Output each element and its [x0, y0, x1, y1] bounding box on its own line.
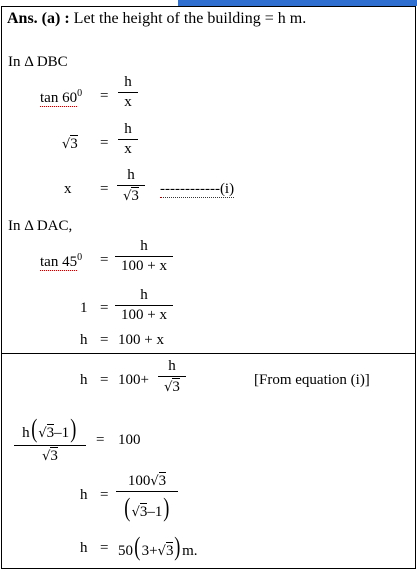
sqrt3-equals: =	[100, 135, 109, 151]
one-equals: =	[100, 300, 109, 316]
h-lhs-1: h	[80, 332, 88, 348]
tan60-lhs: $\tan 60^0$	[40, 88, 83, 106]
rhs-100: 100	[118, 432, 141, 448]
triangle-dac-label: In Δ DAC,	[8, 218, 73, 234]
equation-ref-i: ------------(i)	[160, 181, 235, 197]
h-equals-2: =	[100, 372, 109, 388]
equals-3: =	[96, 432, 105, 448]
tan45-equals: =	[100, 252, 109, 268]
sqrt3-lhs: √3	[62, 136, 78, 152]
from-equation-note: [From equation (i)]	[254, 372, 370, 388]
fraction-h-over-x-2: h x	[118, 121, 138, 158]
h-lhs-5: h	[80, 540, 88, 556]
h-equals-4: =	[100, 487, 109, 503]
fraction-h-over-sqrt3-1: h √3	[117, 167, 145, 205]
fraction-h-over-100x-1: h 100 + x	[115, 238, 173, 275]
h-rhs-1: 100 + x	[118, 332, 164, 348]
x-equals: =	[100, 181, 109, 197]
x-lhs: x	[64, 181, 72, 197]
tan60-equals: =	[100, 88, 109, 104]
fraction-h-over-100x-2: h 100 + x	[115, 287, 173, 324]
answer-intro: Let the height of the building = h m.	[73, 10, 307, 27]
h-lhs-2: h	[80, 372, 88, 388]
one-lhs: 1	[80, 300, 88, 316]
tan45-lhs: $\tan 45^0$	[40, 252, 83, 270]
fraction-100sqrt3-over-sqrt3-minus1: 100√3 (√3–1)	[116, 472, 178, 523]
fraction-h-over-x-1: h x	[118, 74, 138, 111]
h-equals-5: =	[100, 540, 109, 556]
answer-label: Ans. (a) :	[7, 10, 70, 27]
h-equals-1: =	[100, 332, 109, 348]
fraction-h-sqrt3-minus1-over-sqrt3: h(√3–1) √3	[14, 414, 86, 465]
answer-header	[7, 10, 306, 28]
sqrt-symbol: √	[62, 137, 71, 152]
triangle-dbc-label: In Δ DBC	[8, 54, 68, 70]
final-answer: 50(3+√3)m.	[118, 532, 198, 561]
h-lhs-4: h	[80, 487, 88, 503]
h-rhs-prefix-2: 100+	[118, 372, 149, 388]
fraction-h-over-sqrt3-2: h √3	[158, 358, 186, 396]
